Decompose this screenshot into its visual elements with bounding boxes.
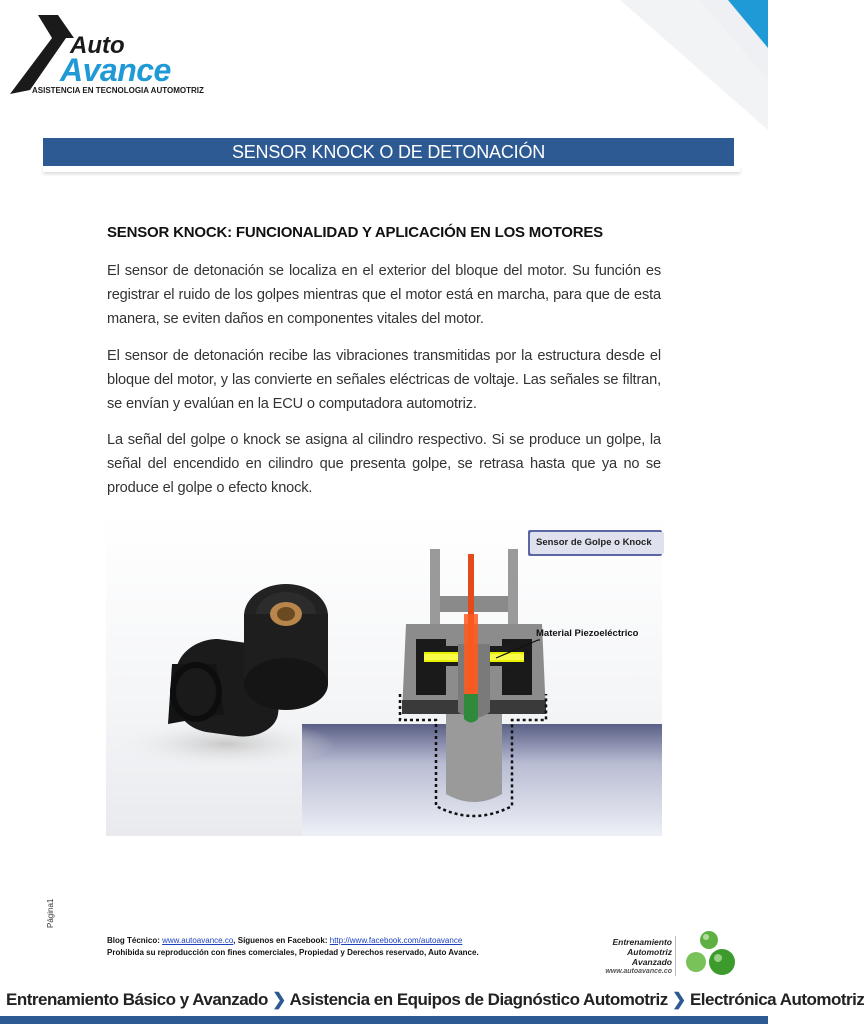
page-number: Página1: [46, 898, 55, 928]
title-bar-shadow: [43, 166, 740, 172]
training-logo-url: www.autoavance.co: [605, 968, 672, 975]
knock-sensor-photo: [168, 584, 328, 737]
blog-prefix: Blog Técnico:: [107, 936, 163, 945]
section-heading: SENSOR KNOCK: FUNCIONALIDAD Y APLICACIÓN EN LOS MOTORES: [107, 224, 603, 241]
footer-item-1: Entrenamiento Básico y Avanzado: [6, 990, 268, 1009]
copyright-notice: Prohibida su reproducción con fines comerciales, Propiedad y Derechos reservado, Auto Avance.: [107, 948, 479, 957]
paragraph-2: El sensor de detonación recibe las vibraciones transmitidas por la estructura desde el bloque del motor, y las convierte en señales eléctricas de voltaje. Las señales se filtran, se envían y evalúan en la ECU o computadora automotriz.: [107, 348, 661, 412]
page-title: SENSOR KNOCK O DE DETONACIÓN: [43, 138, 734, 166]
blog-site-link[interactable]: www.autoavance.co: [162, 936, 234, 945]
corner-decoration: [560, 0, 768, 130]
logo-name-line1: Auto: [70, 32, 125, 59]
knock-sensor-figure: [106, 514, 662, 836]
training-logo-divider: [675, 936, 676, 976]
footer-services: [6, 990, 864, 1010]
footer-item-3: Electrónica Automotriz: [689, 990, 864, 1009]
training-logo-text: [592, 937, 672, 977]
footer-bottom-stripe: [0, 1016, 768, 1024]
footer-item-2: Asistencia en Equipos de Diagnóstico Automotriz: [289, 990, 668, 1009]
blog-middle: , Síguenos en Facebook:: [233, 936, 330, 945]
training-logo-line1: Entrenamiento: [612, 937, 672, 947]
footer-chevron-icon: ❯: [671, 990, 690, 1009]
training-logo-line3: Avanzado: [631, 957, 672, 967]
blog-info: [107, 935, 479, 959]
logo-name-line2: Avance: [60, 52, 171, 88]
figure-badge: Sensor de Golpe o Knock: [536, 537, 652, 548]
footer-chevron-icon: ❯: [272, 990, 290, 1009]
knock-sensor-illustration: [106, 514, 662, 836]
figure-label-piezo: Material Piezoeléctrico: [536, 628, 639, 639]
green-globes-icon: [678, 928, 740, 980]
paragraph-1: El sensor de detonación se localiza en el exterior del bloque del motor. Su función es registrar el ruido de los golpes mientras que el motor está en marcha, para que de esta manera, se eviten daños en componentes vitales del motor.: [107, 263, 661, 327]
paragraph-3: La señal del golpe o knock se asigna al cilindro respectivo. Si se produce un golpe, la señal del encendido en cilindro que presenta golpe, se retrasa hasta que ya no se produce el golpe o efecto knock.: [107, 432, 661, 496]
auto-avance-logo: [8, 12, 208, 98]
logo-tagline: ASISTENCIA EN TECNOLOGIA AUTOMOTRIZ: [32, 86, 204, 95]
facebook-link[interactable]: http://www.facebook.com/autoavance: [329, 936, 463, 945]
training-logo-line2: Automotriz: [627, 947, 672, 957]
